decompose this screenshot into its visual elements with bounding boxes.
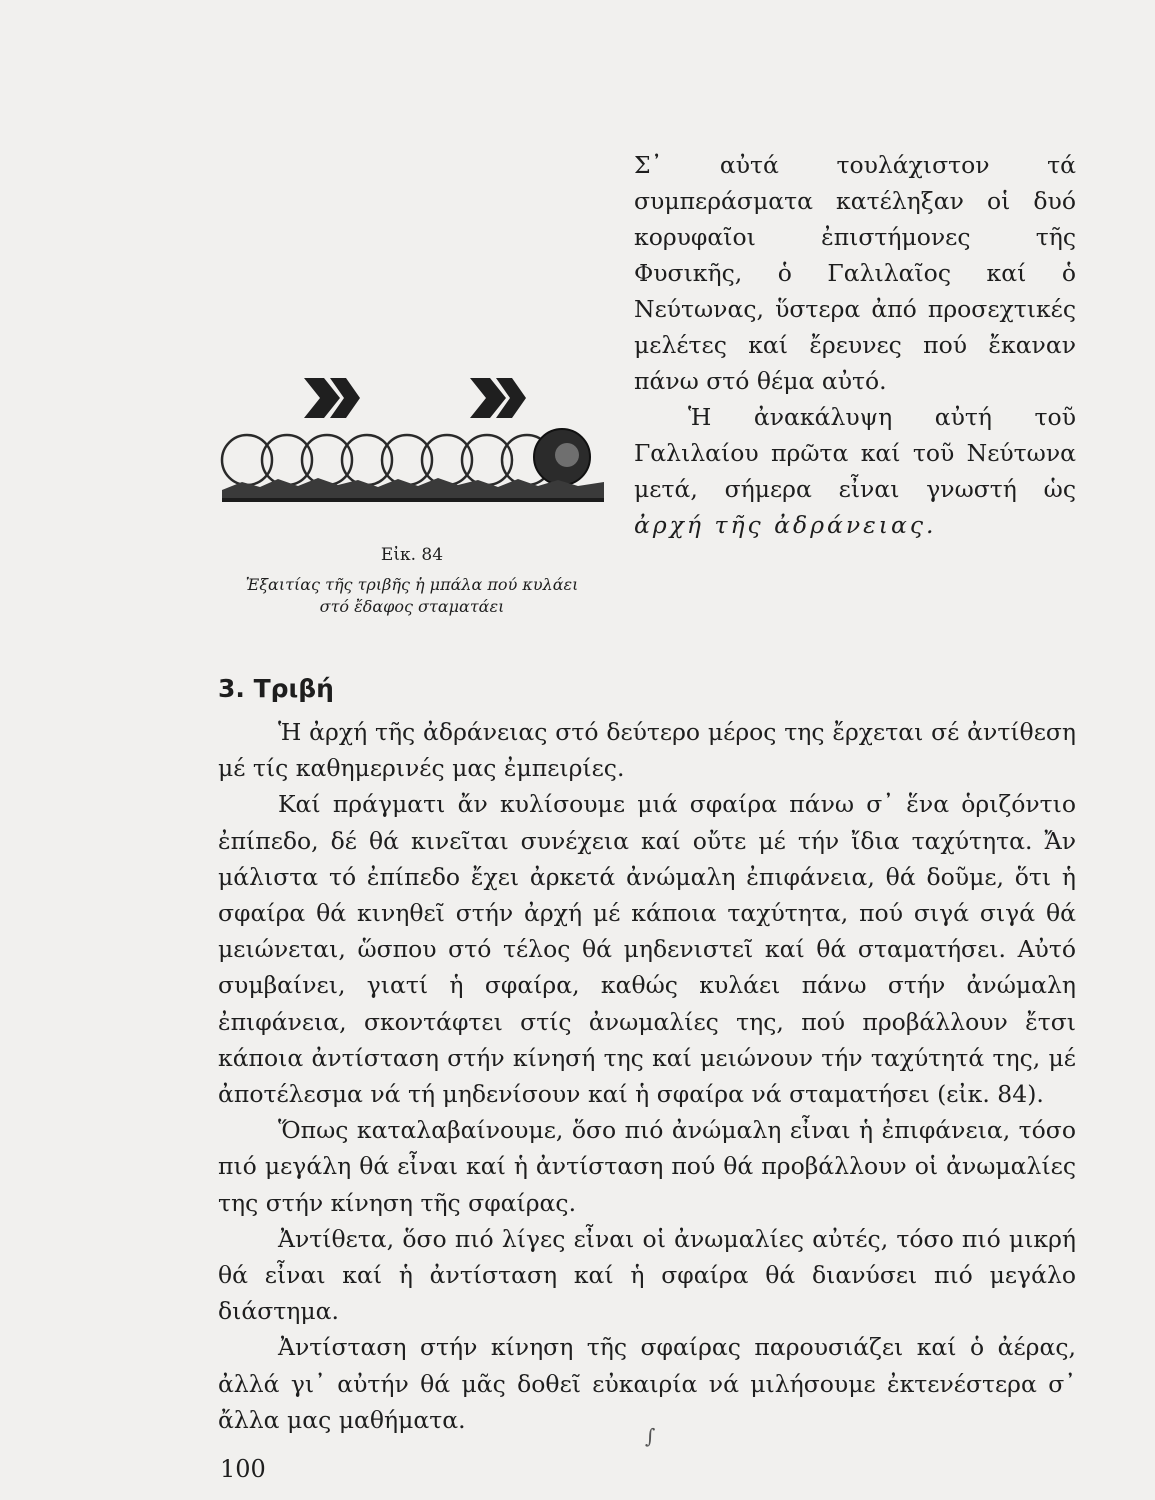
paragraph: Ἀντίσταση στήν κίνηση τῆς σφαίρας παρουσιάζει καί ὁ ἀέρας, ἀλλά γι᾽ αὐτήν θά μᾶς δοθεῖ εὐκαιρία νά μιλήσουμε ἐκτενέστερα σ᾽ ἄλλα μας μαθήματα. xyxy=(218,1333,1076,1434)
paragraph: Σ᾽ αὐτά τουλάχιστον τά συμπεράσματα κατέληξαν οἱ δυό κορυφαῖοι ἐπιστήμονες τῆς Φυσικῆς, ὁ Γαλιλαῖος καί ὁ Νεύτωνας, ὕστερα ἀπό προσεχτικές μελέτες καί ἔρευνες πού ἔκαναν πάνω στό θέμα αὐτό. xyxy=(634,151,1076,395)
paragraph-text: Ἡ ἀνακάλυψη αὐτή τοῦ Γαλιλαίου πρῶτα καί τοῦ Νεύτωνα μετά, σήμερα εἶναι γνωστή ὡς xyxy=(634,403,1076,503)
figure-caption-line: Ἐξαιτίας τῆς τριβῆς ἡ μπάλα πού κυλάει xyxy=(245,575,579,594)
margin-mark: ∫ xyxy=(645,1424,656,1448)
paragraph: Ὅπως καταλαβαίνουμε, ὅσο πιό ἀνώμαλη εἶναι ἡ ἐπιφάνεια, τόσο πιό μεγάλη θά εἶναι καί ἡ ἀντίσταση πού θά προβάλλουν οἱ ἀνωμαλίες της στήν κίνηση τῆς σφαίρας. xyxy=(218,1116,1076,1217)
ground-line xyxy=(222,498,604,502)
figure-caption xyxy=(212,574,612,618)
motion-arrow-icon xyxy=(304,378,360,418)
ball-trail xyxy=(222,435,552,485)
section-heading: 3. Τριβή xyxy=(218,674,334,703)
motion-arrow-icon xyxy=(470,378,526,418)
page-number: 100 xyxy=(220,1455,266,1483)
figure-caption-line: στό ἔδαφος σταματάει xyxy=(319,597,505,616)
ball xyxy=(534,429,590,485)
figure-84 xyxy=(212,360,622,630)
emphasized-term: ἀρχή τῆς ἀδράνειας. xyxy=(634,511,937,539)
rolling-ball-illustration xyxy=(212,360,612,510)
paragraph: Καί πράγματι ἄν κυλίσουμε μιά σφαίρα πάνω σ᾽ ἕνα ὁριζόντιο ἐπίπεδο, δέ θά κινεῖται συνέχεια καί οὔτε μέ τήν ἴδια ταχύτητα. Ἄν μάλιστα τό ἐπίπεδο ἔχει ἀρκετά ἀνώμαλη ἐπιφάνεια, θά δοῦμε, ὅτι ἡ σφαίρα θά κινηθεῖ στήν ἀρχή μέ κάποια ταχύτητα, πού σιγά σιγά θά μειώνεται, ὥσπου στό τέλος θά μηδενιστεῖ καί θά σταματήσει. Αὐτό συμβαίνει, γιατί ἡ σφαίρα, καθώς κυλάει πάνω στήν ἀνώμαλη ἐπιφάνεια, σκοντάφτει στίς ἀνωμαλίες της, πού προβάλλουν ἔτσι κάποια ἀντίσταση στήν κίνησή της καί μειώνουν τήν ταχύτητά της, μέ ἀποτέλεσμα νά τή μηδενίσουν καί ἡ σφαίρα νά σταματήσει (εἰκ. 84). xyxy=(218,790,1076,1109)
paragraph: Ἀντίθετα, ὅσο πιό λίγες εἶναι οἱ ἀνωμαλίες αὐτές, τόσο πιό μικρή θά εἶναι καί ἡ ἀντίσταση καί ἡ σφαίρα θά διανύσει πιό μεγάλο διάστημα. xyxy=(218,1224,1076,1326)
figure-number: Εἰκ. 84 xyxy=(380,545,444,565)
right-column-text xyxy=(634,147,1076,543)
paragraph xyxy=(634,399,1076,543)
main-text xyxy=(218,714,1076,1438)
paragraph: Ἡ ἀρχή τῆς ἀδράνειας στό δεύτερο μέρος της ἔρχεται σέ ἀντίθεση μέ τίς καθημερινές μας ἐμπειρίες. xyxy=(218,718,1076,783)
